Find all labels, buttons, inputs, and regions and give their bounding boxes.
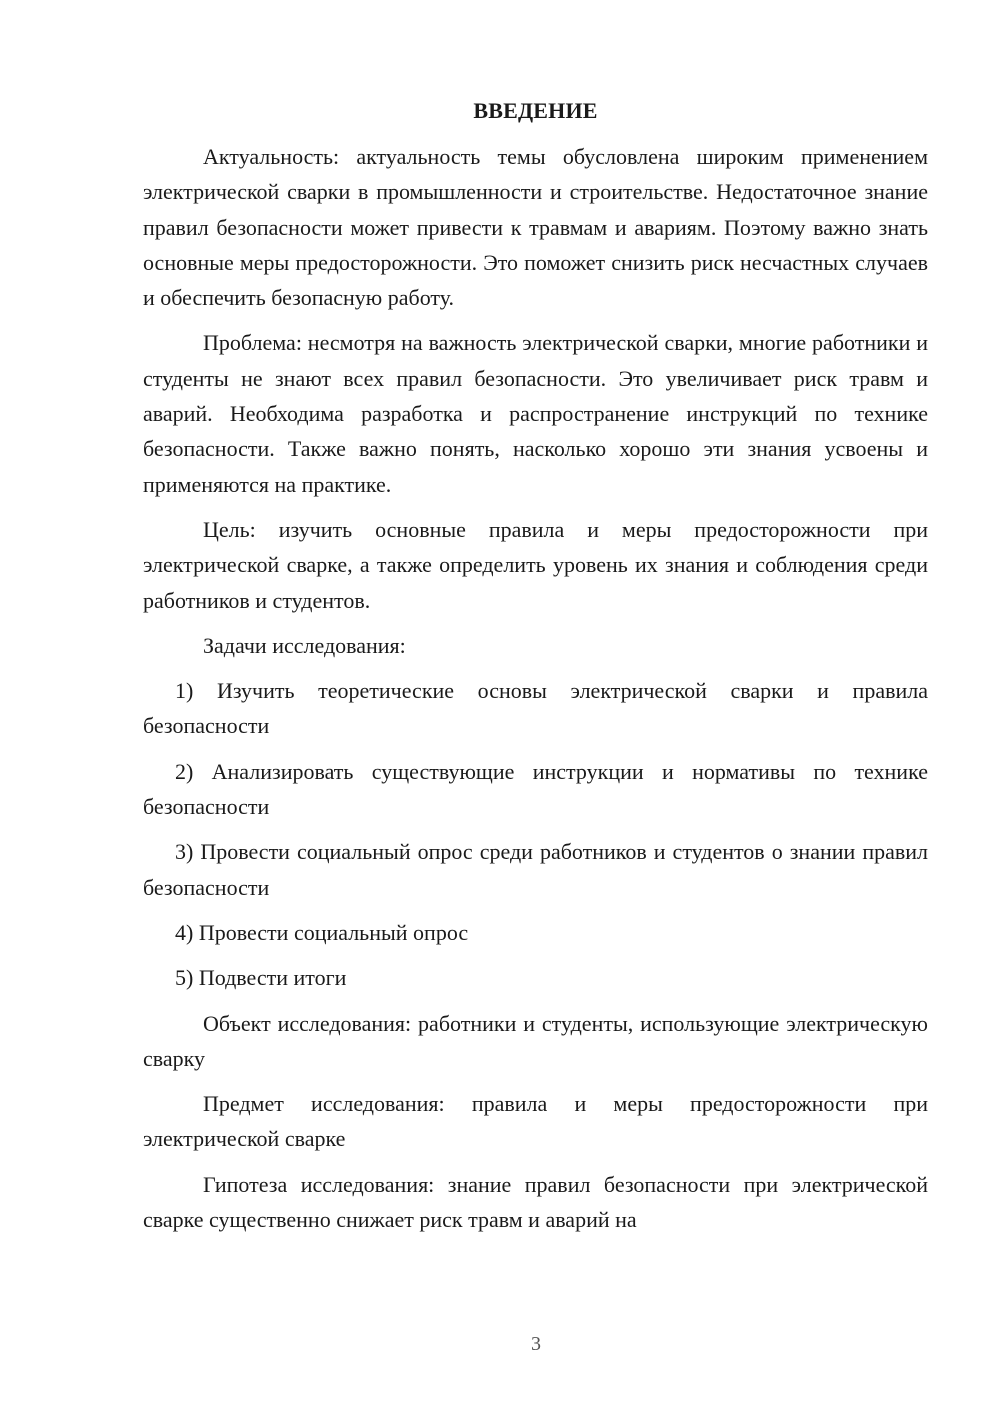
page-number: 3: [531, 1333, 541, 1355]
task-item: 2) Анализировать существующие инструкции и нормативы по технике безопасности: [143, 758, 928, 820]
hypothesis-paragraph: Гипотеза исследования: знание правил безопасности при электрической сварке существенно снижает риск травм и аварий на: [143, 1171, 928, 1233]
tasks-title: Задачи исследования:: [203, 632, 406, 658]
task-item: 3) Провести социальный опрос среди работников и студентов о знании правил безопасности: [143, 839, 928, 900]
section-heading: ВВЕДЕНИЕ: [473, 98, 598, 123]
object-paragraph: Объект исследования: работники и студенты, использующие электрическую сварку: [143, 1010, 928, 1071]
task-item: 4) Провести социальный опрос: [175, 919, 469, 945]
subject-paragraph: Предмет исследования: правила и меры предосторожности при электрической сварке: [143, 1091, 928, 1152]
page-content: [143, 96, 928, 1247]
task-item: 5) Подвести итоги: [175, 965, 347, 991]
goal-paragraph: Цель: изучить основные правила и меры предосторожности при электрической сварке, а также определить уровень их знания и соблюдения среди работников и студентов.: [143, 516, 928, 613]
problem-paragraph: Проблема: несмотря на важность электрической сварки, многие работники и студенты не знают всех правил безопасности. Это увеличивает риск травм и аварий. Необходима разработка и распространение инструкций по технике безопасности. Также важно понять, насколько хорошо эти знания усвоены и применяются на практике.: [143, 330, 928, 497]
task-item: 1) Изучить теоретические основы электрической сварки и правила безопасности: [143, 678, 928, 739]
relevance-paragraph: Актуальность: актуальность темы обусловлена широким применением электрической сварки в промышленности и строительстве. Недостаточное знание правил безопасности может привести к травмам и авариям. Поэтому важно знать основные меры предосторожности. Это поможет снизить риск несчастных случаев и обеспечить безопасную работу.: [143, 144, 928, 311]
